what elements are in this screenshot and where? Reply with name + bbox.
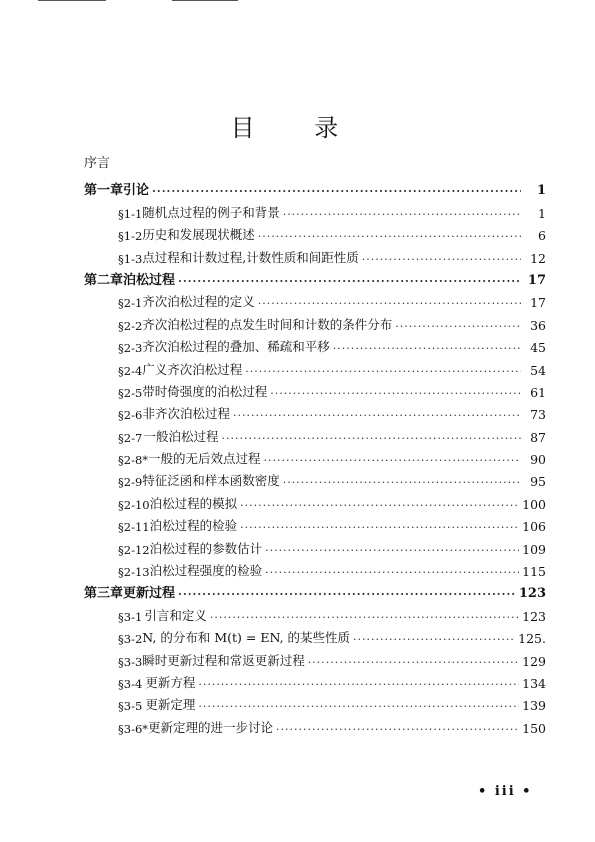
toc-entry-number: §2-2	[118, 318, 143, 333]
dot-leader	[152, 185, 521, 198]
toc-entry-title: 更新定理	[145, 697, 196, 713]
toc-entry-title: 一般的无后效点过程	[148, 451, 261, 467]
toc-chapter-row	[84, 579, 546, 601]
toc-entry-number: §2-8*	[118, 453, 149, 468]
dot-leader	[258, 230, 521, 243]
toc-entry-number: §2-7	[118, 430, 143, 445]
page-title: 目 录	[230, 114, 365, 142]
dot-leader	[362, 253, 521, 266]
toc-entry-number: 第三章	[84, 586, 124, 602]
toc-entry-number: §3-2	[118, 632, 143, 647]
dot-leader	[264, 454, 521, 467]
dot-leader	[178, 588, 516, 601]
dot-leader	[265, 566, 519, 579]
toc-entry-page: 73	[530, 407, 546, 423]
dot-leader	[198, 678, 519, 691]
toc-entry-title: 齐次泊松过程的点发生时间和计数的条件分布	[142, 316, 393, 332]
toc-entry-number: §3-1	[118, 609, 143, 624]
dot-leader	[210, 611, 519, 624]
toc-entry-number: §1-3	[118, 251, 143, 266]
toc-entry-page: 45	[530, 340, 546, 356]
toc-entry-page: 54	[530, 362, 546, 378]
toc-entry-page: 129	[522, 653, 546, 669]
toc-section-row	[84, 557, 546, 579]
dot-leader	[270, 387, 521, 400]
toc-entry-title: 历史和发展现状概述	[142, 227, 255, 243]
toc-entry-page: 125.	[518, 631, 546, 647]
toc-entry-title: 泊松过程的检验	[149, 518, 238, 534]
dot-leader	[308, 656, 519, 669]
toc-entry-page: 123	[522, 608, 546, 624]
toc-section-row	[84, 713, 546, 735]
toc-entry-number: 第一章	[84, 183, 124, 199]
dot-leader	[198, 700, 519, 713]
toc-entry-title: 非齐次泊松过程	[142, 406, 231, 422]
toc-entry-number: §3-6*	[118, 721, 149, 736]
dot-leader	[395, 320, 521, 333]
toc-section-row	[84, 378, 546, 400]
toc-entry-number: §2-3	[118, 341, 143, 356]
dot-leader	[240, 521, 519, 534]
toc-entry-number: §2-12	[118, 542, 150, 557]
toc-section-row	[84, 221, 546, 243]
dot-leader	[222, 432, 522, 445]
toc-section-row	[84, 243, 546, 265]
toc-section-row	[84, 467, 546, 489]
toc-entry-title: 泊松过程	[123, 272, 176, 288]
toc-entry-page: 109	[522, 541, 546, 557]
toc-section-row	[84, 534, 546, 556]
toc-entry-number: §2-5	[118, 385, 143, 400]
dot-leader	[283, 208, 521, 221]
dot-leader	[353, 633, 515, 646]
toc-entry-title: 引论	[123, 183, 150, 199]
toc-entry-title: 随机点过程的例子和背景	[142, 204, 280, 220]
dot-leader	[240, 499, 519, 512]
toc-entry-title: 点过程和计数过程,计数性质和间距性质	[142, 249, 359, 265]
toc-section-row	[84, 691, 546, 713]
toc-entry-number: §3-4	[118, 676, 143, 691]
toc-entry-page: 36	[530, 317, 546, 333]
toc-entry-title: 齐次泊松过程的叠加、稀疏和平移	[142, 339, 330, 355]
toc-entry-page: 12	[530, 250, 546, 266]
toc-entry-number: §1-1	[118, 206, 143, 221]
toc-entry-title: 泊松过程的模拟	[149, 495, 238, 511]
toc-entry-title: 更新过程	[123, 586, 176, 602]
dot-leader	[178, 275, 521, 288]
toc-entry-number: §3-3	[118, 654, 143, 669]
toc-section-row	[84, 512, 546, 534]
toc-entry-title: 更新方程	[145, 674, 196, 690]
toc-entry-title: 泊松过程的参数估计	[149, 540, 263, 556]
dot-leader	[283, 476, 521, 489]
toc-entry-number: §2-13	[118, 565, 150, 580]
toc-section-row	[84, 288, 546, 310]
dot-leader	[333, 342, 521, 355]
toc-entry-page: 115	[522, 564, 546, 580]
toc-chapter-row	[84, 266, 546, 288]
toc-entry-page: 139	[522, 698, 546, 714]
dot-leader	[258, 297, 521, 310]
toc-entry-number: §2-11	[118, 520, 150, 535]
toc-entry-page: 1	[538, 205, 546, 221]
toc-entry-page: 90	[530, 452, 546, 468]
toc-entry-page: 61	[530, 384, 546, 400]
toc-entry-number: §2-4	[118, 363, 143, 378]
toc-entry-page: 1	[536, 183, 546, 199]
toc-entry-title: 广义齐次泊松过程	[142, 361, 243, 377]
toc-entry-page: 87	[530, 429, 546, 445]
toc-entry-number: §2-6	[118, 408, 143, 423]
toc-section-row	[84, 445, 546, 467]
toc-section-row	[84, 400, 546, 422]
toc-entry-title: 齐次泊松过程的定义	[142, 294, 255, 310]
dot-leader	[276, 723, 519, 736]
preface-entry: 序言	[84, 156, 111, 171]
toc-entry-title: 带时倚强度的泊松过程	[142, 383, 268, 399]
toc-section-row	[84, 624, 546, 646]
toc-section-row	[84, 601, 546, 623]
toc-chapter-row	[84, 176, 546, 198]
toc-entry-page: 6	[538, 228, 546, 244]
page-number: • iii •	[478, 784, 533, 799]
scan-edge-line	[38, 0, 106, 1]
toc-section-row	[84, 333, 546, 355]
toc-entry-title: 泊松过程强度的检验	[149, 563, 263, 579]
toc-entry-title: N, 的分布和 M(t) = EN, 的某些性质	[142, 630, 351, 646]
toc-entry-page: 106	[522, 519, 546, 535]
toc-entry-title: 一般泊松过程	[143, 428, 219, 444]
toc-section-row	[84, 310, 546, 332]
toc-section-row	[84, 646, 546, 668]
dot-leader	[265, 544, 519, 557]
toc-entry-page: 17	[530, 295, 546, 311]
toc-section-row	[84, 198, 546, 220]
toc-section-row	[84, 669, 546, 691]
toc-entry-title: 瞬时更新过程和常返更新过程	[142, 652, 305, 668]
toc-entry-number: §2-1	[118, 296, 143, 311]
toc-entry-title: 引言和定义	[144, 607, 207, 623]
dot-leader	[233, 409, 521, 422]
scan-edge-line	[172, 0, 238, 1]
toc-entry-number: 第二章	[84, 272, 124, 288]
toc-entry-title: 更新定理的进一步讨论	[148, 719, 274, 735]
toc-entry-page: 95	[530, 474, 546, 490]
toc-entry-page: 100	[522, 496, 546, 512]
toc-entry-number: §2-10	[118, 497, 150, 512]
toc-section-row	[84, 355, 546, 377]
toc-section-row	[84, 422, 546, 444]
toc-entry-page: 123	[518, 586, 546, 602]
toc-entry-page: 150	[522, 720, 546, 736]
toc-entry-number: §2-9	[118, 475, 143, 490]
toc-entry-title: 特征泛函和样本函数密度	[142, 473, 280, 489]
toc-entry-page: 17	[527, 272, 546, 288]
toc-section-row	[84, 489, 546, 511]
toc-entry-number: §1-2	[118, 229, 143, 244]
table-of-contents	[84, 176, 546, 736]
toc-entry-number: §3-5	[118, 699, 143, 714]
toc-entry-page: 134	[522, 675, 546, 691]
dot-leader	[245, 365, 521, 378]
